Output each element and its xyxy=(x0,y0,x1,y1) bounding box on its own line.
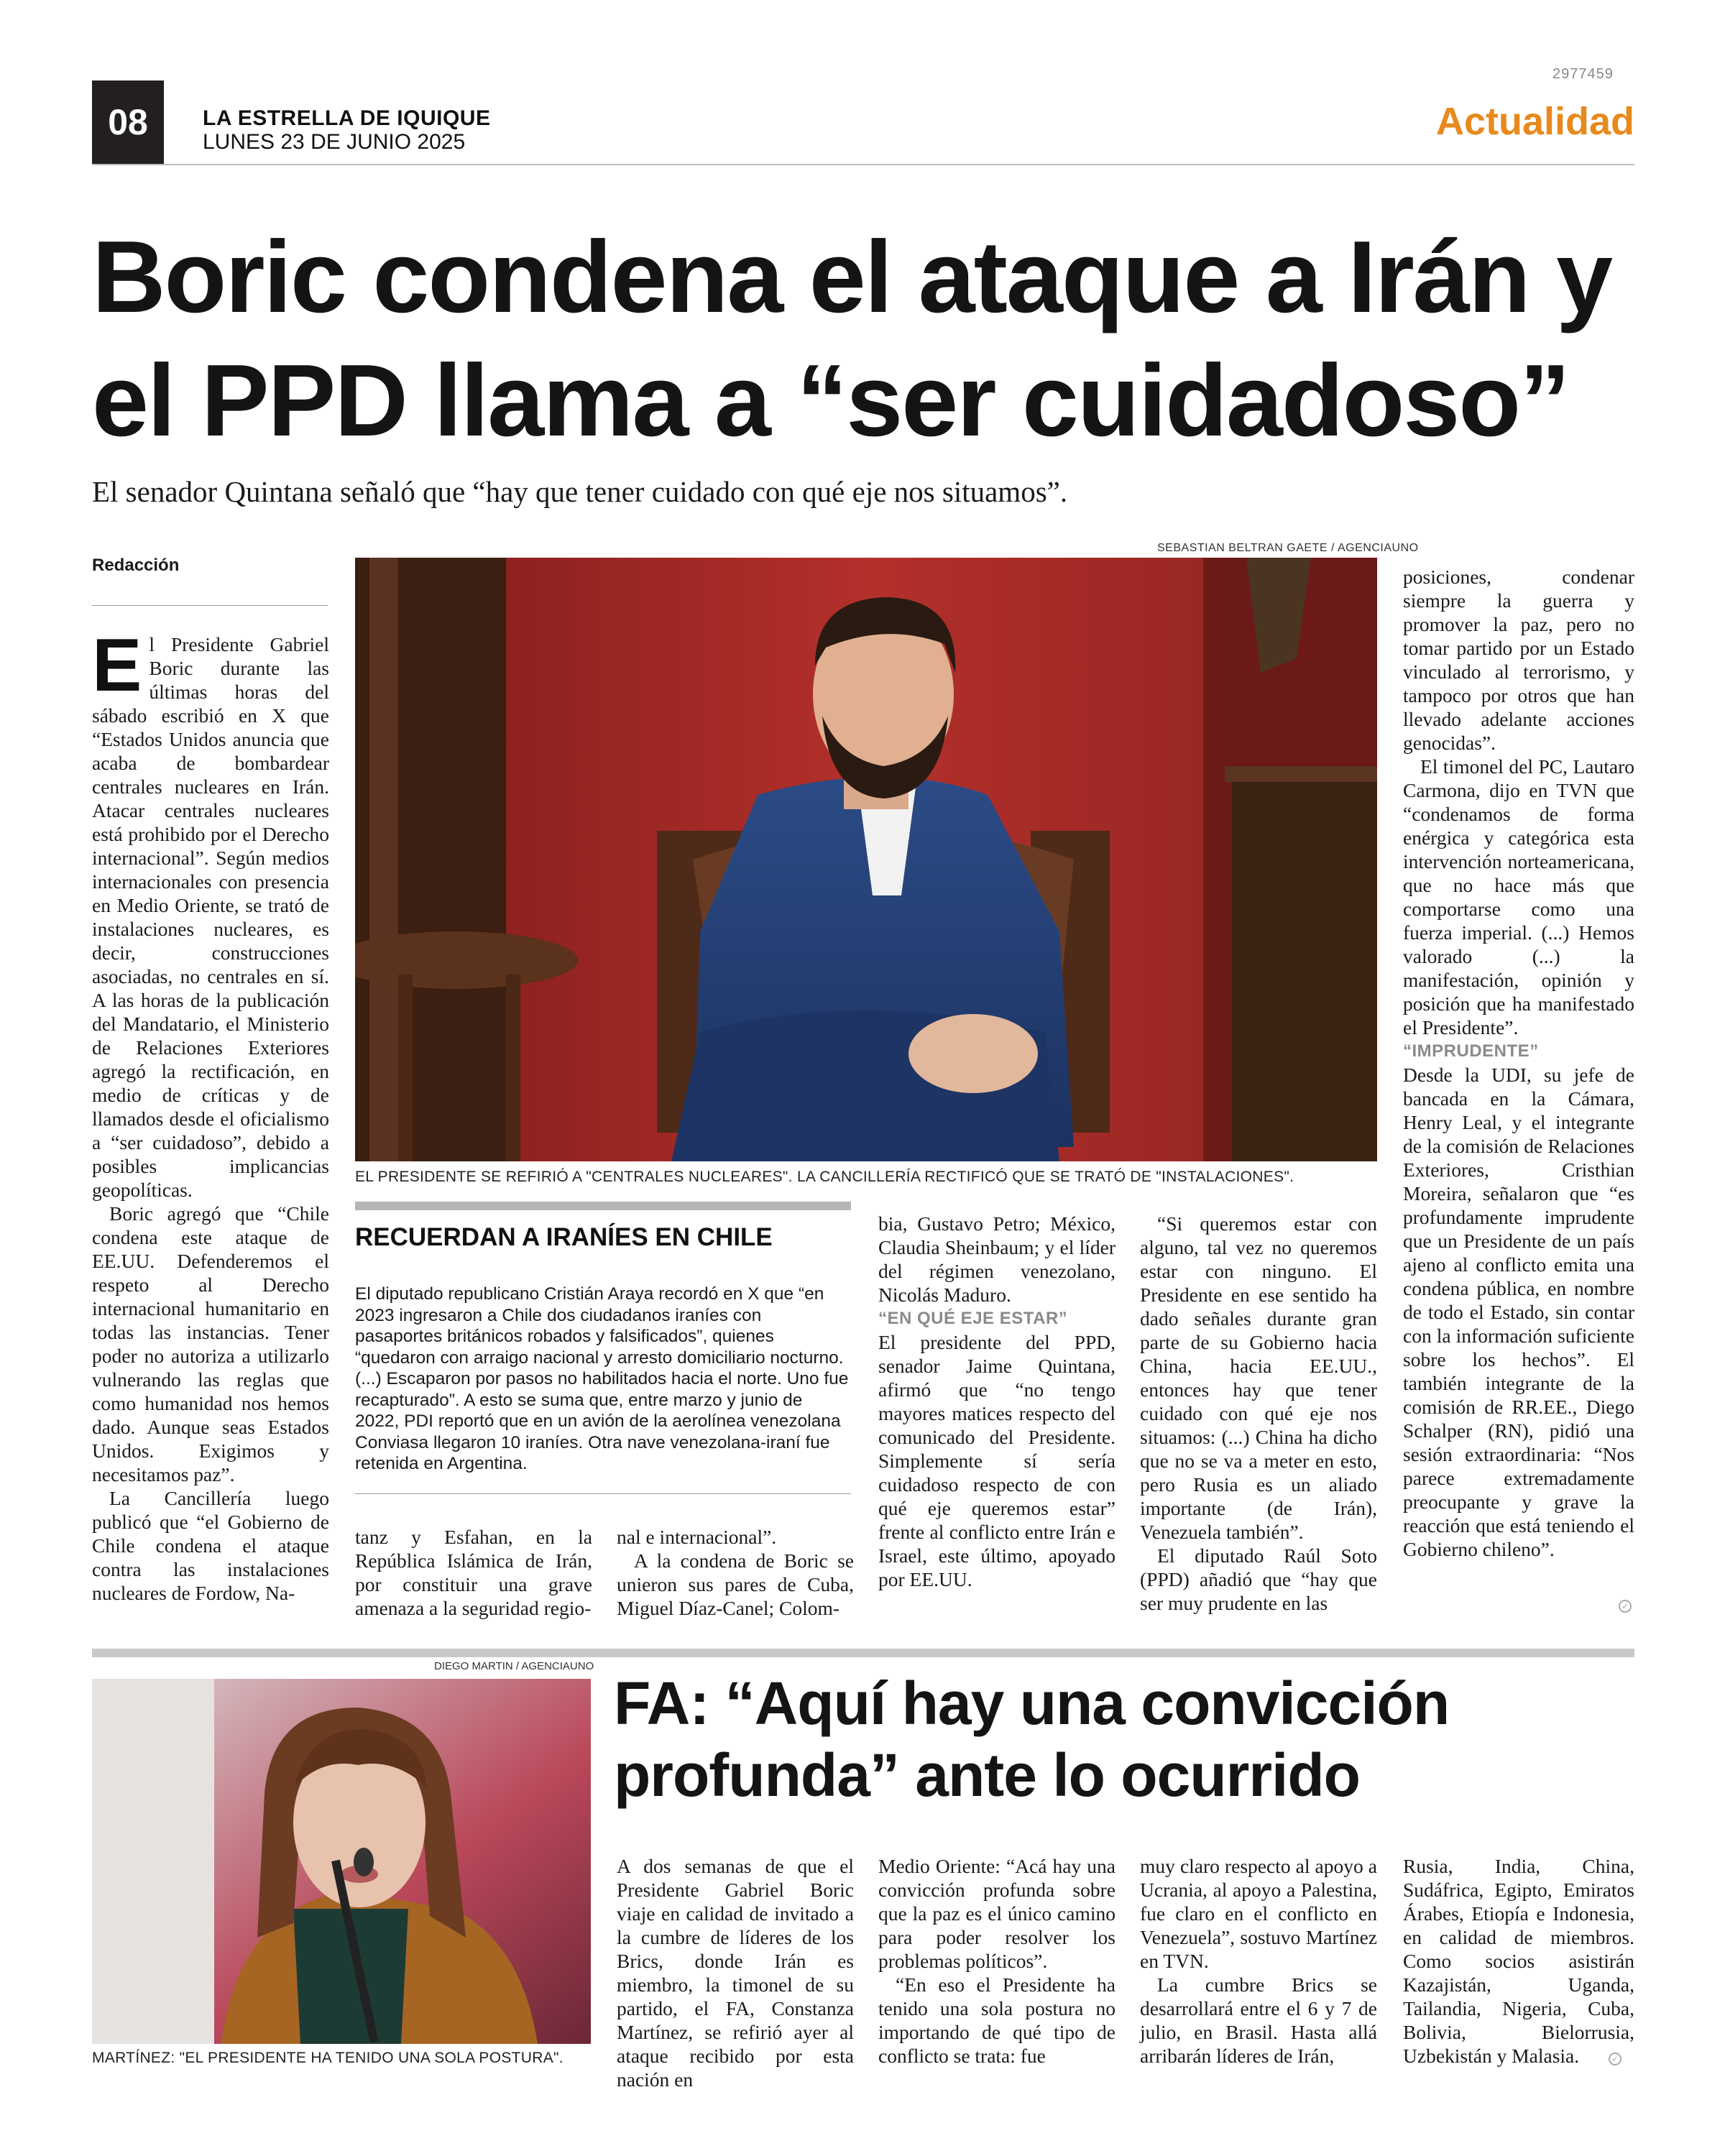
paragraph: El diputado Raúl Soto (PPD) añadió que “hay que ser muy prudente en las xyxy=(1140,1544,1377,1614)
section-subtitle: “IMPRUDENTE” xyxy=(1403,1041,1539,1061)
paragraph: bia, Gustavo Petro; México, Claudia Sheinbaum; y el líder del régimen venezolano, Nicolás Maduro. xyxy=(878,1212,1116,1306)
article2-column-2 xyxy=(878,1854,1116,2068)
photo-caption: EL PRESIDENTE SE REFIRIÓ A "CENTRALES NUCLEARES". LA CANCILLERÍA RECTIFICÓ QUE SE TRATÓ DE "INSTALACIONES". xyxy=(355,1169,1294,1185)
drop-cap: E xyxy=(92,624,142,707)
paragraph: “Si queremos estar con alguno, tal vez no queremos estar con ninguno. El Presidente en ese sentido ha dado señales durante gran parte de su Gobierno hacia China, hacia EE.UU., entonces hay que tener cuidado con qué eje nos situamos: (...) China ha dicho que no se va a meter en esto, pero Rusia es un aliado importante (de Irán), Venezuela también”. xyxy=(1140,1212,1377,1543)
article-column-6 xyxy=(1403,565,1634,1561)
article2-column-3 xyxy=(1140,1854,1377,2068)
sidebar-text: El diputado republicano Cristián Araya recordó en X que “en 2023 ingresaron a Chile dos ciudadanos iraníes con pasaportes británicos robados y falsificados”, quienes “quedaron con arraigo nacional y arresto domiciliario nocturno. (...) Escaparon por pasos no habilitados hacia el norte. Uno fue recapturado”. A esto se suma que, entre marzo y junio de 2022, PDI reportó que en un avión de la aerolínea venezolana Conviasa llegaron 10 iraníes. Otra nave venezolana-iraní fue retenida en Argentina. xyxy=(355,1284,849,1473)
header-divider xyxy=(92,164,1634,165)
paragraph: El timonel del PC, Lautaro Carmona, dijo en TVN que “condenamos de forma enérgica y categórica esta intervención norteamericana, que no hace más que comportarse como una fuerza imperial. (...) Hemos valorado (...) la manifestación, opinión y posición que ha manifestado el Presidente”. xyxy=(1403,755,1634,1038)
paragraph: nal e internacional”. xyxy=(617,1526,777,1548)
headline-line-2: profunda” ante lo ocurrido xyxy=(614,1741,1360,1809)
paragraph: muy claro respecto al apoyo a Ucrania, al apoyo a Palestina, fue claro en el conflicto en Venezuela”, sostuvo Martínez en TVN. xyxy=(1140,1855,1377,1972)
paragraph: La Cancillería luego publicó que “el Gobierno de Chile condena el ataque contra las instalaciones nucleares de Fordow, Na- xyxy=(92,1487,329,1604)
paragraph: Medio Oriente: “Acá hay una convicción profunda sobre que la paz es el único camino para poder resolver los problemas políticos”. xyxy=(878,1855,1116,1972)
article-column-4 xyxy=(878,1212,1116,1591)
article-photo-president xyxy=(355,558,1377,1161)
paragraph: A dos semanas de que el Presidente Gabriel Boric viaje en calidad de invitado a la cumbre de líderes de los Brics, donde Irán es miembro, la timonel de su partido, el FA, Constanza Martínez, se refirió ayer al ataque recibido por esta nación en xyxy=(617,1855,854,2091)
paragraph: A la condena de Boric se unieron sus pares de Cuba, Miguel Díaz-Canel; Colom- xyxy=(617,1549,854,1619)
article2-column-1 xyxy=(617,1854,854,2091)
article-headline xyxy=(92,216,1644,463)
article2-headline xyxy=(614,1667,1634,1811)
paragraph: posiciones, condenar siempre la guerra y promover la paz, pero no tomar partido por un Estado vinculado al terrorismo, y tampoco por otros que han llevado adelante acciones genocidas”. xyxy=(1403,566,1634,754)
article-column-5 xyxy=(1140,1212,1377,1615)
end-of-article-icon: ✓ xyxy=(1609,2053,1622,2065)
paragraph: Desde la UDI, su jefe de bancada en la Cámara, Henry Leal, y el integrante de la comisión de Relaciones Exteriores, Cristhian Moreira, señalaron que “es profundamente imprudente que un Presidente de un país ajeno al conflicto emita una condena pública, en nombre de todo el Estado, sin contar con la información suficiente sobre los hechos”. El también integrante de la comisión de RR.EE., Diego Schalper (RN), pidió una sesión extraordinaria: “Nos parece extremadamente preocupante y grave la reacción que está teniendo el Gobierno chileno”. xyxy=(1403,1064,1634,1560)
publication-date: LUNES 23 DE JUNIO 2025 xyxy=(203,130,466,154)
document-id: 2977459 xyxy=(1552,66,1614,82)
photo-credit: SEBASTIAN BELTRAN GAETE / AGENCIAUNO xyxy=(1157,542,1419,554)
article-column-2 xyxy=(355,1525,592,1620)
article-column-3-bottom xyxy=(617,1525,854,1620)
paragraph: Rusia, India, China, Sudáfrica, Egipto, Emiratos Árabes, Etiopía e Indonesia, en calidad de miembros. Como socios asistirán Kazajistán, Uganda, Tailandia, Nigeria, Cuba, Bolivia, Bielorrusia, Uzbekistán y Malasia. xyxy=(1403,1855,1634,2067)
section-name: Actualidad xyxy=(1435,100,1634,143)
article2-column-4 xyxy=(1403,1854,1634,2068)
sidebar-divider xyxy=(355,1493,851,1494)
paragraph: El Presidente Gabriel Boric durante las últimas horas del sábado escribió en X que “Estados Unidos anuncia que acaba de bombardear centrales nucleares en Irán. Atacar centrales nucleares está prohibido por el Derecho internacional”. Según medios internacionales con presencia en Medio Oriente, se trató de instalaciones nucleares, es decir, construcciones asociadas, no centrales en sí. A las horas de la publicación del Mandatario, el Ministerio de Relaciones Exteriores agregó la rectificación, en medio de críticas y de llamados desde el oficialismo a “ser cuidadoso”, debido a posibles implicancias geopolíticas. xyxy=(92,624,329,1201)
headline-line-1: FA: “Aquí hay una convicción xyxy=(614,1669,1450,1737)
paragraph: La cumbre Brics se desarrollará entre el 6 y 7 de julio, en Brasil. Hasta allá arribarán líderes de Irán, xyxy=(1140,1973,1377,2067)
paragraph: Boric agregó que “Chile condena este ataque de EE.UU. Defenderemos el respeto al Derecho internacional humanitario en todas las instancias. Tener poder no autoriza a utilizarlo vulnerando las reglas que como humanidad nos hemos dado. Aunque seas Estados Unidos. Exigimos y necesitamos paz”. xyxy=(92,1202,329,1485)
photo-credit: DIEGO MARTIN / AGENCIAUNO xyxy=(434,1660,594,1672)
paragraph: El presidente del PPD, senador Jaime Quintana, afirmó que “no tengo mayores matices respecto del comunicado del Presidente. Simplemente sí sería cuidadoso respecto de con qué eje queremos estar” frente al conflicto entre Irán e Israel, este último, apoyado por EE.UU. xyxy=(878,1331,1116,1590)
section-subtitle: “EN QUÉ EJE ESTAR” xyxy=(878,1309,1068,1328)
sidebar-title: RECUERDAN A IRANÍES EN CHILE xyxy=(355,1223,773,1251)
headline-line-1: Boric condena el ataque a Irán y xyxy=(92,220,1612,334)
page-number: 08 xyxy=(92,80,164,164)
headline-line-2: el PPD llama a “ser cuidadoso” xyxy=(92,344,1570,458)
byline: Redacción xyxy=(92,556,180,575)
photo-caption: MARTÍNEZ: "EL PRESIDENTE HA TENIDO UNA SOLA POSTURA". xyxy=(92,2050,564,2066)
article-separator xyxy=(92,1649,1634,1657)
end-of-article-icon: ✓ xyxy=(1619,1600,1632,1613)
article-subhead: El senador Quintana señaló que “hay que tener cuidado con qué eje nos situamos”. xyxy=(92,475,1068,508)
article-photo-martinez xyxy=(92,1679,591,2044)
paragraph: tanz y Esfahan, en la República Islámica de Irán, por constituir una grave amenaza a la seguridad regio- xyxy=(355,1526,592,1619)
byline-divider xyxy=(92,605,328,606)
article-column-1 xyxy=(92,624,329,1605)
sidebar-top-bar xyxy=(355,1202,851,1210)
publication-name: LA ESTRELLA DE IQUIQUE xyxy=(203,106,491,130)
paragraph: “En eso el Presidente ha tenido una sola postura no importando de qué tipo de conflicto se trata: fue xyxy=(878,1973,1116,2067)
